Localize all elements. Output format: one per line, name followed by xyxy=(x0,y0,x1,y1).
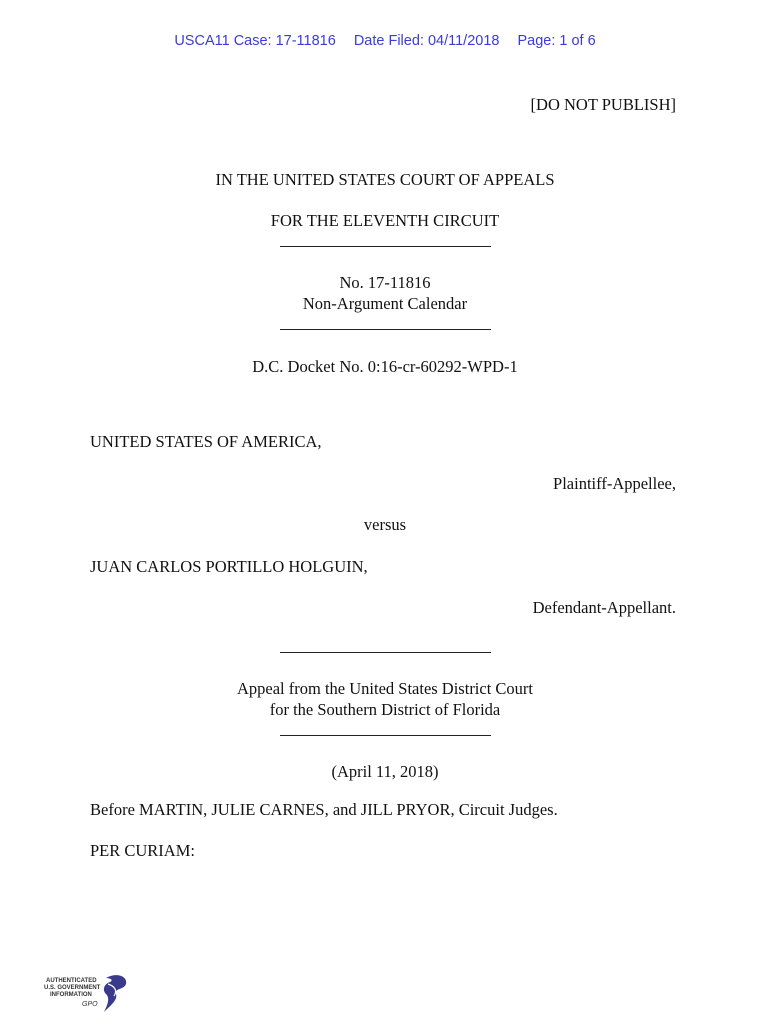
calendar-type: Non-Argument Calendar xyxy=(302,294,468,313)
defendant-name: JUAN CARLOS PORTILLO HOLGUIN, xyxy=(90,557,368,576)
page-count-header: Page: 1 of 6 xyxy=(517,33,596,49)
court-title: IN THE UNITED STATES COURT OF APPEALS xyxy=(215,170,555,189)
case-number: No. 17-11816 xyxy=(339,273,431,292)
judges-line: Before MARTIN, JULIE CARNES, and JILL PRYOR, Circuit Judges. xyxy=(90,800,558,819)
page-header xyxy=(0,33,770,49)
case-number-header: USCA11 Case: 17-11816 xyxy=(174,33,336,49)
logo-text-line4: GPO xyxy=(82,1001,98,1008)
divider xyxy=(280,735,491,736)
docket-number: D.C. Docket No. 0:16-cr-60292-WPD-1 xyxy=(252,357,518,376)
divider xyxy=(280,652,491,653)
divider xyxy=(280,246,491,247)
date-filed-header: Date Filed: 04/11/2018 xyxy=(353,33,500,49)
decision-date: (April 11, 2018) xyxy=(331,762,439,781)
logo-text-line2: U.S. GOVERNMENT xyxy=(44,985,101,991)
appeal-source-line2: for the Southern District of Florida xyxy=(269,700,501,719)
circuit-title: FOR THE ELEVENTH CIRCUIT xyxy=(270,211,500,230)
defendant-role: Defendant-Appellant. xyxy=(532,598,676,617)
gpo-authentication-logo xyxy=(44,972,134,1016)
versus-text: versus xyxy=(363,515,407,534)
appeal-source-line1: Appeal from the United States District Court xyxy=(236,679,534,698)
per-curiam: PER CURIAM: xyxy=(90,841,195,860)
gpo-eagle-icon xyxy=(44,972,134,1016)
plaintiff-role: Plaintiff-Appellee, xyxy=(553,474,676,493)
plaintiff-name: UNITED STATES OF AMERICA, xyxy=(90,432,322,451)
logo-text-line1: AUTHENTICATED xyxy=(46,978,97,984)
logo-text-line3: INFORMATION xyxy=(50,992,92,998)
divider xyxy=(280,329,491,330)
publish-note: [DO NOT PUBLISH] xyxy=(530,95,676,114)
